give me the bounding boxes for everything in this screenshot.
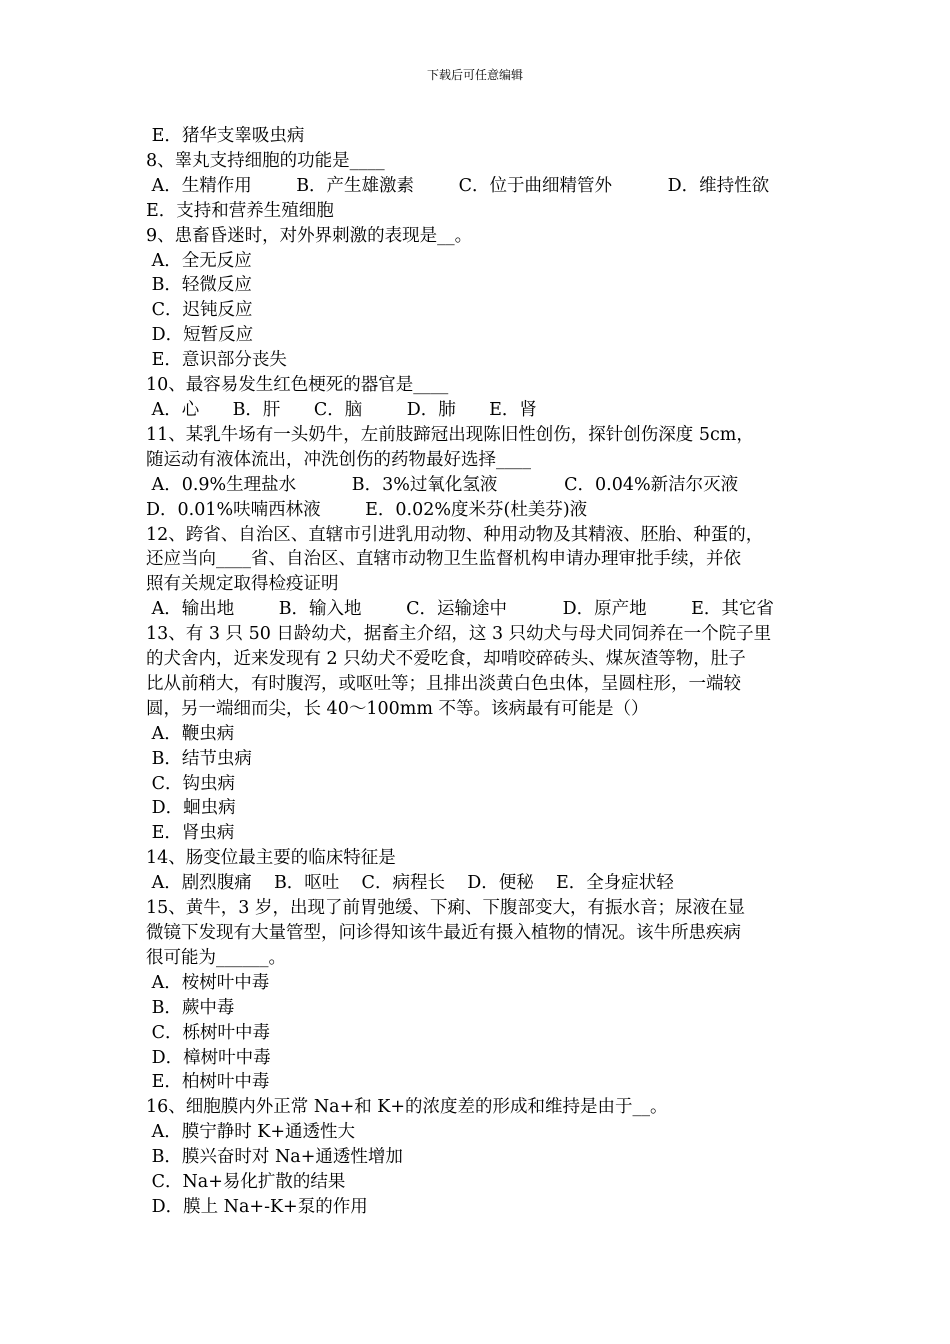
question-line: 微镜下发现有大量管型，问诊得知该牛最近有摄入植物的情况。该牛所患疾病 [146, 923, 741, 943]
question-line: 16、细胞膜内外正常 Na+和 K+的浓度差的形成和维持是由于__。 [146, 1097, 668, 1118]
option-line: A．鞭虫病 [146, 723, 235, 744]
question-line: 9、患畜昏迷时，对外界刺激的表现是__。 [146, 225, 473, 246]
question-line: 很可能为______。 [146, 947, 286, 968]
option-line: D．樟树叶中毒 [146, 1047, 271, 1068]
question-line: 10、最容易发生红色梗死的器官是____ [146, 375, 449, 396]
option-line: A．生精作用 B．产生雄激素 C．位于曲细精管外 D．维持性欲 [146, 175, 770, 196]
option-line: C．Na+易化扩散的结果 [146, 1172, 346, 1193]
question-line: 15、黄牛，3 岁，出现了前胃弛缓、下痢、下腹部变大，有振水音；尿液在显 [146, 898, 745, 919]
option-line: B．轻微反应 [146, 275, 252, 296]
question-line: 11、某乳牛场有一头奶牛，左前肢蹄冠出现陈旧性创伤，探针创伤深度 5cm， [146, 424, 754, 445]
option-line: E．肾虫病 [146, 823, 235, 844]
option-line: A．剧烈腹痛 B．呕吐 C．病程长 D．便秘 E．全身症状轻 [146, 873, 674, 894]
option-line: D．0.01%呋喃西林液 E．0.02%度米芬(杜美芬)液 [146, 499, 588, 520]
option-line: A．心 B．肝 C．脑 D．肺 E．肾 [146, 399, 537, 420]
question-line: 照有关规定取得检疫证明 [146, 574, 339, 595]
question-line: 圆，另一端细而尖，长 40～100mm 不等。该病最有可能是（） [146, 698, 649, 719]
option-line: B．蕨中毒 [146, 997, 235, 1018]
option-line: B．结节虫病 [146, 748, 252, 769]
option-line: D．短暂反应 [146, 325, 254, 346]
question-line: 比从前稍大，有时腹泻，或呕吐等；且排出淡黄白色虫体，呈圆柱形，一端较 [146, 673, 741, 694]
question-line: 随运动有液体流出，冲洗创伤的药物最好选择____ [146, 449, 531, 470]
option-line: E．意识部分丧失 [146, 350, 287, 371]
option-line: D．膜上 Na+-K+泵的作用 [146, 1196, 368, 1217]
option-line: B．膜兴奋时对 Na+通透性增加 [146, 1147, 403, 1168]
option-line: C．栎树叶中毒 [146, 1022, 270, 1043]
option-line: A．桉树叶中毒 [146, 972, 270, 993]
option-line: A．全无反应 [146, 250, 252, 271]
question-line: 14、肠变位最主要的临床特征是 [146, 848, 396, 869]
option-line: E．支持和营养生殖细胞 [146, 200, 334, 221]
option-line: C．钩虫病 [146, 773, 235, 794]
question-line: 还应当向____省、自治区、直辖市动物卫生监督机构申请办理审批手续，并依 [146, 549, 741, 570]
option-line: A．输出地 B．输入地 C．运输途中 D．原产地 E．其它省 [146, 599, 774, 620]
option-line: A．0.9%生理盐水 B．3%过氧化氢液 C．0.04%新洁尔灭液 [146, 474, 739, 495]
option-line: E．猪华支睾吸虫病 [146, 126, 305, 146]
option-line: C．迟钝反应 [146, 300, 253, 321]
option-line: E．柏树叶中毒 [146, 1072, 270, 1093]
question-line: 13、有 3 只 50 日龄幼犬，据畜主介绍，这 3 只幼犬与母犬同饲养在一个院子里 [146, 624, 772, 645]
question-line: 8、睾丸支持细胞的功能是____ [146, 150, 385, 171]
option-line: D．蛔虫病 [146, 798, 236, 819]
option-line: A．膜宁静时 K+通透性大 [146, 1122, 355, 1143]
question-line: 12、跨省、自治区、直辖市引进乳用动物、种用动物及其精液、胚胎、种蛋的， [146, 524, 764, 545]
document-body [146, 124, 826, 1220]
page-header: 下载后可任意编辑 [426, 68, 523, 82]
question-line: 的犬舍内，近来发现有 2 只幼犬不爱吃食，却啃咬碎砖头、煤灰渣等物，肚子 [146, 649, 746, 670]
